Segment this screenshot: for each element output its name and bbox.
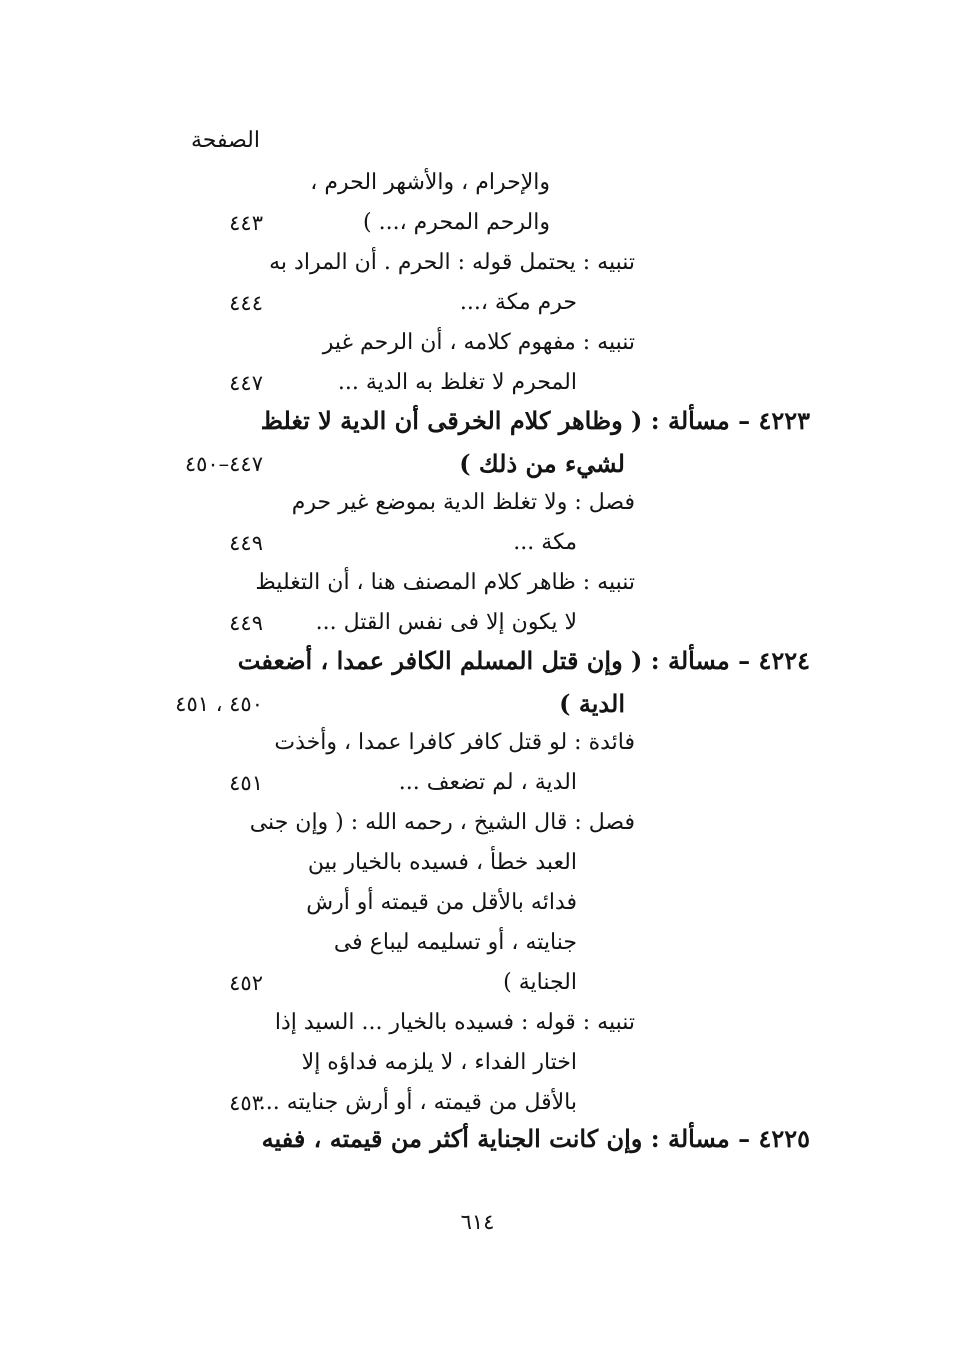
index-line: تنبيه : مفهوم كلامه ، أن الرحم غير [322,330,635,355]
index-line: تنبيه : يحتمل قوله : الحرم . أن المراد به [269,250,635,275]
index-line: الجناية ) [503,970,577,995]
page-reference: ٤٤٧–٤٥٠ [184,452,263,476]
index-line: مكة ... [513,530,577,555]
index-line: جنايته ، أو تسليمه ليباع فى [333,930,577,955]
page-reference: ٤٥١ [229,771,263,795]
index-line: فصل : قال الشيخ ، رحمه الله : ( وإن جنى [249,810,635,835]
page-reference: ٤٥٣ [229,1091,263,1115]
index-line: العبد خطأ ، فسيده بالخيار بين [307,850,577,875]
issue-heading: ٤٢٢٤ – مسألة : ( وإن قتل المسلم الكافر عمدا ، أضعفت [237,646,810,675]
index-line: بالأقل من قيمته ، أو أرش جنايته ... [258,1090,577,1115]
index-line: فائدة : لو قتل كافر كافرا عمدا ، وأخذت [274,730,635,755]
page-column-header: الصفحة [190,128,260,153]
index-line: المحرم لا تغلظ به الدية ... [337,370,577,395]
index-line: اختار الفداء ، لا يلزمه فداؤه إلا [301,1050,577,1075]
page-number: ٦١٤ [460,1210,495,1234]
issue-heading-continued: لشيء من ذلك ) [459,449,625,478]
page-reference: ٤٤٣ [229,211,263,235]
index-line: حرم مكة ،... [459,290,577,315]
page-reference: ٤٤٤ [229,291,263,315]
index-line: لا يكون إلا فى نفس القتل ... [315,610,577,635]
page-reference: ٤٥٠ ، ٤٥١ [175,692,263,716]
page-reference: ٤٤٧ [229,371,263,395]
issue-heading: ٤٢٢٣ – مسألة : ( وظاهر كلام الخرقى أن الدية لا تغلظ [260,406,810,435]
index-line: تنبيه : قوله : فسيده بالخيار ... السيد إذا [274,1010,635,1035]
page-reference: ٤٤٩ [229,611,263,635]
index-line: فدائه بالأقل من قيمته أو أرش [306,890,577,915]
index-line: والرحم المحرم ،... ) [363,210,550,235]
issue-heading-continued: الدية ) [559,689,625,718]
index-line: الدية ، لم تضعف ... [398,770,577,795]
index-line: تنبيه : ظاهر كلام المصنف هنا ، أن التغليظ [255,570,635,595]
index-line: فصل : ولا تغلظ الدية بموضع غير حرم [291,490,635,515]
page-reference: ٤٥٢ [229,971,263,995]
index-line: والإحرام ، والأشهر الحرم ، [310,170,550,195]
page-reference: ٤٤٩ [229,531,263,555]
issue-heading: ٤٢٢٥ – مسألة : وإن كانت الجناية أكثر من قيمته ، ففيه [261,1124,810,1153]
